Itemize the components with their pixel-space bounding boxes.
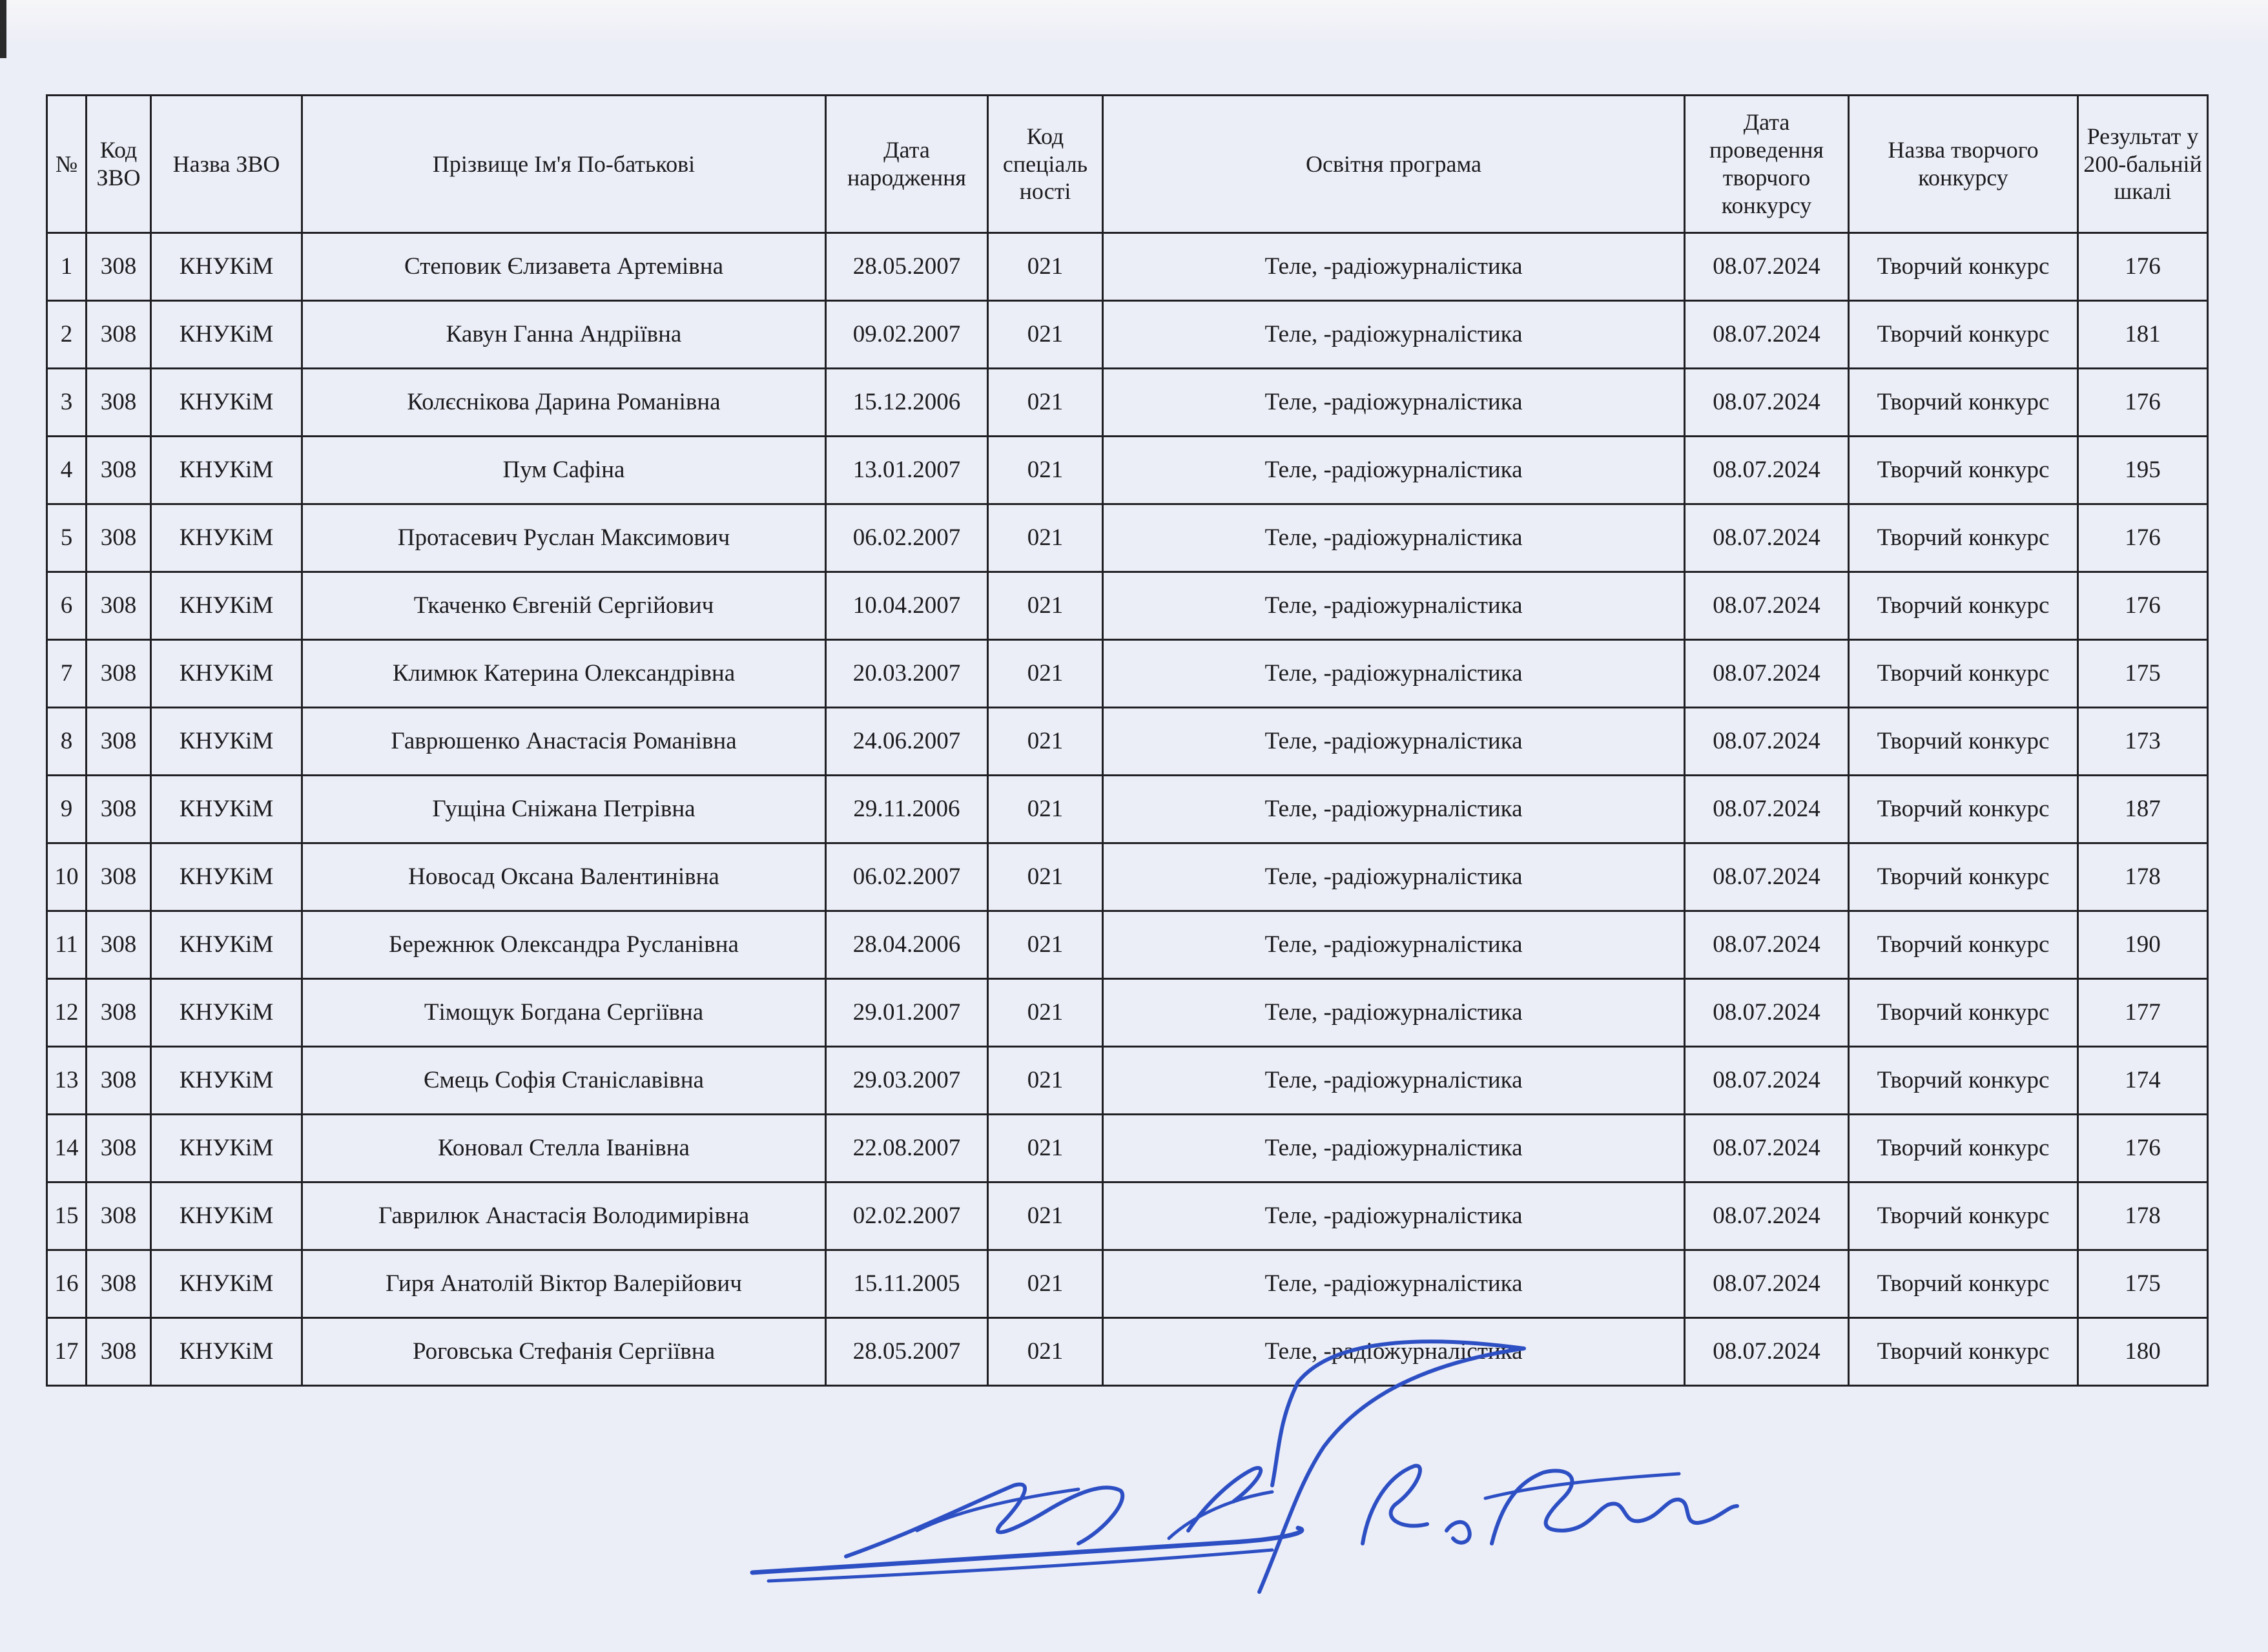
cell-specialty-code: 021 (988, 572, 1103, 640)
cell-specialty-code: 021 (988, 911, 1103, 979)
cell-specialty-code: 021 (988, 369, 1103, 437)
cell-institution-code: 308 (87, 843, 151, 911)
header-full-name: Прізвище Ім'я По-батькові (302, 96, 826, 233)
cell-specialty-code: 021 (988, 1318, 1103, 1386)
table-row (47, 776, 2208, 843)
cell-institution-name: КНУКіМ (151, 1047, 302, 1115)
cell-specialty-code: 021 (988, 437, 1103, 504)
cell-contest-name: Творчий конкурс (1849, 1047, 2078, 1115)
cell-institution-code: 308 (87, 437, 151, 504)
table-row (47, 640, 2208, 708)
cell-specialty-code: 021 (988, 233, 1103, 301)
cell-contest-date: 08.07.2024 (1685, 233, 1849, 301)
cell-contest-name: Творчий конкурс (1849, 1318, 2078, 1386)
cell-contest-date: 08.07.2024 (1685, 1318, 1849, 1386)
cell-row-number: 17 (47, 1318, 87, 1386)
table-row (47, 979, 2208, 1047)
cell-contest-name: Творчий конкурс (1849, 572, 2078, 640)
cell-birth-date: 29.01.2007 (826, 979, 988, 1047)
cell-program: Теле, -радіожурналістика (1103, 233, 1685, 301)
cell-row-number: 10 (47, 843, 87, 911)
cell-program: Теле, -радіожурналістика (1103, 369, 1685, 437)
table-row (47, 1115, 2208, 1182)
header-institution-name: Назва ЗВО (151, 96, 302, 233)
cell-contest-name: Творчий конкурс (1849, 979, 2078, 1047)
cell-program: Теле, -радіожурналістика (1103, 843, 1685, 911)
cell-birth-date: 29.03.2007 (826, 1047, 988, 1115)
cell-full-name: Ткаченко Євгеній Сергійович (302, 572, 826, 640)
cell-contest-date: 08.07.2024 (1685, 640, 1849, 708)
table-row (47, 708, 2208, 776)
cell-birth-date: 06.02.2007 (826, 843, 988, 911)
cell-contest-name: Творчий конкурс (1849, 911, 2078, 979)
cell-contest-name: Творчий конкурс (1849, 504, 2078, 572)
cell-score: 181 (2078, 301, 2208, 369)
cell-institution-name: КНУКіМ (151, 708, 302, 776)
cell-birth-date: 06.02.2007 (826, 504, 988, 572)
cell-contest-date: 08.07.2024 (1685, 572, 1849, 640)
cell-institution-code: 308 (87, 1182, 151, 1250)
cell-row-number: 2 (47, 301, 87, 369)
header-contest-date: Дата проведення творчого конкурсу (1685, 96, 1849, 233)
cell-program: Теле, -радіожурналістика (1103, 1047, 1685, 1115)
cell-program: Теле, -радіожурналістика (1103, 1115, 1685, 1182)
cell-institution-code: 308 (87, 708, 151, 776)
cell-row-number: 5 (47, 504, 87, 572)
cell-specialty-code: 021 (988, 979, 1103, 1047)
cell-program: Теле, -радіожурналістика (1103, 776, 1685, 843)
cell-full-name: Пум Сафіна (302, 437, 826, 504)
cell-program: Теле, -радіожурналістика (1103, 504, 1685, 572)
cell-full-name: Ємець Софія Станіславівна (302, 1047, 826, 1115)
table-row (47, 843, 2208, 911)
cell-institution-name: КНУКіМ (151, 776, 302, 843)
header-score: Результат у 200-бальній шкалі (2078, 96, 2208, 233)
cell-institution-name: КНУКіМ (151, 640, 302, 708)
cell-institution-code: 308 (87, 640, 151, 708)
cell-institution-code: 308 (87, 911, 151, 979)
cell-program: Теле, -радіожурналістика (1103, 572, 1685, 640)
cell-institution-name: КНУКіМ (151, 572, 302, 640)
cell-row-number: 16 (47, 1250, 87, 1318)
cell-full-name: Степовик Єлизавета Артемівна (302, 233, 826, 301)
cell-program: Теле, -радіожурналістика (1103, 640, 1685, 708)
table-header-row (47, 96, 2208, 233)
cell-score: 190 (2078, 911, 2208, 979)
cell-birth-date: 10.04.2007 (826, 572, 988, 640)
cell-row-number: 7 (47, 640, 87, 708)
cell-score: 178 (2078, 843, 2208, 911)
cell-birth-date: 20.03.2007 (826, 640, 988, 708)
cell-contest-name: Творчий конкурс (1849, 640, 2078, 708)
cell-contest-date: 08.07.2024 (1685, 437, 1849, 504)
cell-specialty-code: 021 (988, 301, 1103, 369)
header-institution-code: Код ЗВО (87, 96, 151, 233)
cell-institution-name: КНУКіМ (151, 233, 302, 301)
cell-institution-code: 308 (87, 233, 151, 301)
table-row (47, 369, 2208, 437)
cell-birth-date: 24.06.2007 (826, 708, 988, 776)
cell-row-number: 8 (47, 708, 87, 776)
cell-birth-date: 15.12.2006 (826, 369, 988, 437)
cell-score: 176 (2078, 1115, 2208, 1182)
table-body (47, 233, 2208, 1386)
cell-score: 176 (2078, 233, 2208, 301)
cell-contest-name: Творчий конкурс (1849, 437, 2078, 504)
cell-full-name: Гаврилюк Анастасія Володимирівна (302, 1182, 826, 1250)
cell-score: 175 (2078, 1250, 2208, 1318)
cell-contest-date: 08.07.2024 (1685, 1047, 1849, 1115)
cell-row-number: 13 (47, 1047, 87, 1115)
header-contest-name: Назва творчого конкурсу (1849, 96, 2078, 233)
cell-contest-name: Творчий конкурс (1849, 843, 2078, 911)
cell-institution-name: КНУКіМ (151, 1115, 302, 1182)
cell-program: Теле, -радіожурналістика (1103, 911, 1685, 979)
cell-specialty-code: 021 (988, 1250, 1103, 1318)
cell-full-name: Коновал Стелла Іванівна (302, 1115, 826, 1182)
cell-institution-name: КНУКіМ (151, 504, 302, 572)
cell-full-name: Роговська Стефанія Сергіївна (302, 1318, 826, 1386)
cell-institution-code: 308 (87, 1115, 151, 1182)
cell-score: 178 (2078, 1182, 2208, 1250)
cell-row-number: 11 (47, 911, 87, 979)
cell-contest-date: 08.07.2024 (1685, 369, 1849, 437)
cell-specialty-code: 021 (988, 504, 1103, 572)
cell-program: Теле, -радіожурналістика (1103, 1250, 1685, 1318)
cell-institution-code: 308 (87, 572, 151, 640)
cell-birth-date: 02.02.2007 (826, 1182, 988, 1250)
cell-specialty-code: 021 (988, 776, 1103, 843)
cell-institution-code: 308 (87, 1250, 151, 1318)
cell-birth-date: 15.11.2005 (826, 1250, 988, 1318)
cell-contest-name: Творчий конкурс (1849, 369, 2078, 437)
header-number: № (47, 96, 87, 233)
header-birth-date: Дата народження (826, 96, 988, 233)
cell-birth-date: 09.02.2007 (826, 301, 988, 369)
table-row (47, 911, 2208, 979)
table-row (47, 504, 2208, 572)
cell-full-name: Бережнюк Олександра Русланівна (302, 911, 826, 979)
cell-birth-date: 28.05.2007 (826, 1318, 988, 1386)
cell-row-number: 15 (47, 1182, 87, 1250)
results-table (46, 94, 2209, 1387)
scan-page-edge (0, 0, 6, 58)
cell-row-number: 6 (47, 572, 87, 640)
cell-full-name: Тімощук Богдана Сергіївна (302, 979, 826, 1047)
cell-institution-code: 308 (87, 504, 151, 572)
cell-contest-name: Творчий конкурс (1849, 1115, 2078, 1182)
cell-institution-code: 308 (87, 1047, 151, 1115)
table-row (47, 301, 2208, 369)
cell-row-number: 4 (47, 437, 87, 504)
cell-score: 173 (2078, 708, 2208, 776)
cell-birth-date: 29.11.2006 (826, 776, 988, 843)
cell-institution-name: КНУКіМ (151, 1318, 302, 1386)
cell-full-name: Гиря Анатолій Віктор Валерійович (302, 1250, 826, 1318)
cell-institution-code: 308 (87, 1318, 151, 1386)
cell-specialty-code: 021 (988, 1047, 1103, 1115)
cell-row-number: 3 (47, 369, 87, 437)
cell-full-name: Гаврюшенко Анастасія Романівна (302, 708, 826, 776)
cell-contest-date: 08.07.2024 (1685, 843, 1849, 911)
cell-institution-name: КНУКіМ (151, 911, 302, 979)
cell-full-name: Новосад Оксана Валентинівна (302, 843, 826, 911)
cell-row-number: 9 (47, 776, 87, 843)
cell-contest-date: 08.07.2024 (1685, 1115, 1849, 1182)
cell-contest-date: 08.07.2024 (1685, 979, 1849, 1047)
cell-institution-code: 308 (87, 301, 151, 369)
cell-contest-date: 08.07.2024 (1685, 708, 1849, 776)
signature-strokes (752, 1341, 1737, 1592)
cell-contest-date: 08.07.2024 (1685, 1250, 1849, 1318)
cell-score: 175 (2078, 640, 2208, 708)
cell-score: 176 (2078, 369, 2208, 437)
cell-contest-name: Творчий конкурс (1849, 1182, 2078, 1250)
cell-institution-code: 308 (87, 369, 151, 437)
cell-score: 177 (2078, 979, 2208, 1047)
cell-birth-date: 13.01.2007 (826, 437, 988, 504)
cell-program: Теле, -радіожурналістика (1103, 437, 1685, 504)
cell-full-name: Климюк Катерина Олександрівна (302, 640, 826, 708)
cell-row-number: 14 (47, 1115, 87, 1182)
scan-top-shading (0, 0, 2268, 45)
cell-full-name: Гущіна Сніжана Петрівна (302, 776, 826, 843)
cell-contest-date: 08.07.2024 (1685, 301, 1849, 369)
cell-specialty-code: 021 (988, 708, 1103, 776)
cell-institution-name: КНУКіМ (151, 843, 302, 911)
cell-specialty-code: 021 (988, 640, 1103, 708)
cell-birth-date: 28.04.2006 (826, 911, 988, 979)
cell-institution-name: КНУКіМ (151, 979, 302, 1047)
cell-program: Теле, -радіожурналістика (1103, 301, 1685, 369)
cell-score: 176 (2078, 504, 2208, 572)
cell-row-number: 1 (47, 233, 87, 301)
cell-institution-name: КНУКіМ (151, 369, 302, 437)
cell-program: Теле, -радіожурналістика (1103, 979, 1685, 1047)
cell-institution-code: 308 (87, 776, 151, 843)
cell-institution-code: 308 (87, 979, 151, 1047)
cell-full-name: Колєснікова Дарина Романівна (302, 369, 826, 437)
cell-contest-name: Творчий конкурс (1849, 708, 2078, 776)
table-row (47, 1182, 2208, 1250)
table-row (47, 233, 2208, 301)
cell-contest-date: 08.07.2024 (1685, 504, 1849, 572)
cell-birth-date: 22.08.2007 (826, 1115, 988, 1182)
cell-institution-name: КНУКіМ (151, 1250, 302, 1318)
cell-specialty-code: 021 (988, 1115, 1103, 1182)
cell-contest-name: Творчий конкурс (1849, 301, 2078, 369)
cell-full-name: Протасевич Руслан Максимович (302, 504, 826, 572)
cell-score: 174 (2078, 1047, 2208, 1115)
cell-contest-name: Творчий конкурс (1849, 233, 2078, 301)
handwritten-signature (743, 1337, 1750, 1608)
cell-contest-date: 08.07.2024 (1685, 1182, 1849, 1250)
cell-institution-name: КНУКіМ (151, 437, 302, 504)
cell-contest-date: 08.07.2024 (1685, 911, 1849, 979)
cell-score: 187 (2078, 776, 2208, 843)
table-row (47, 437, 2208, 504)
cell-row-number: 12 (47, 979, 87, 1047)
cell-specialty-code: 021 (988, 843, 1103, 911)
table-row (47, 1250, 2208, 1318)
cell-full-name: Кавун Ганна Андріївна (302, 301, 826, 369)
cell-birth-date: 28.05.2007 (826, 233, 988, 301)
cell-program: Теле, -радіожурналістика (1103, 1318, 1685, 1386)
cell-institution-name: КНУКіМ (151, 301, 302, 369)
cell-contest-date: 08.07.2024 (1685, 776, 1849, 843)
cell-score: 176 (2078, 572, 2208, 640)
cell-contest-name: Творчий конкурс (1849, 1250, 2078, 1318)
cell-institution-name: КНУКіМ (151, 1182, 302, 1250)
cell-specialty-code: 021 (988, 1182, 1103, 1250)
header-specialty-code: Код спеціаль ності (988, 96, 1103, 233)
cell-contest-name: Творчий конкурс (1849, 776, 2078, 843)
cell-score: 195 (2078, 437, 2208, 504)
header-program: Освітня програма (1103, 96, 1685, 233)
cell-program: Теле, -радіожурналістика (1103, 1182, 1685, 1250)
cell-program: Теле, -радіожурналістика (1103, 708, 1685, 776)
cell-score: 180 (2078, 1318, 2208, 1386)
table-row (47, 1047, 2208, 1115)
table-row (47, 572, 2208, 640)
